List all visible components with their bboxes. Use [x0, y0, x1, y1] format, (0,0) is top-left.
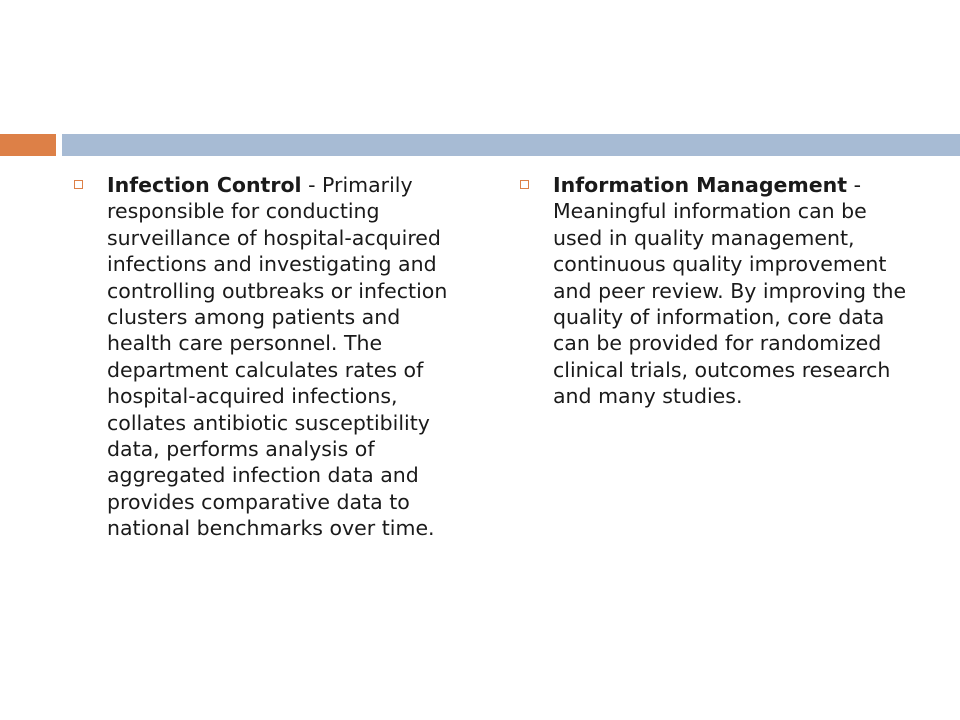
hollow-square-bullet-icon — [520, 180, 529, 189]
bullet-information-management — [520, 172, 920, 410]
hollow-square-bullet-icon — [74, 180, 83, 189]
accent-bar-blue — [62, 134, 960, 156]
left-column — [74, 172, 464, 542]
right-column — [520, 172, 920, 410]
bullet-text: - Meaningful information can be used in quality management, continuous quality improvement and peer review. By improving the quality of information, core data can be provided for randomized clinical trials, outcomes research and many studies. — [553, 173, 907, 409]
bullet-term: Infection Control — [107, 173, 302, 197]
bullet-infection-control — [74, 172, 464, 542]
bullet-term: Information Management — [553, 173, 848, 197]
accent-bar-orange — [0, 134, 56, 156]
bullet-text: - Primarily responsible for conducting surveillance of hospital-acquired infections and investigating and controlling outbreaks or infection clusters among patients and health care personnel. The department calculates rates of hospital-acquired infections, collates antibiotic susceptibility data, performs analysis of aggregated infection data and provides comparative data to national benchmarks over time. — [107, 173, 448, 541]
